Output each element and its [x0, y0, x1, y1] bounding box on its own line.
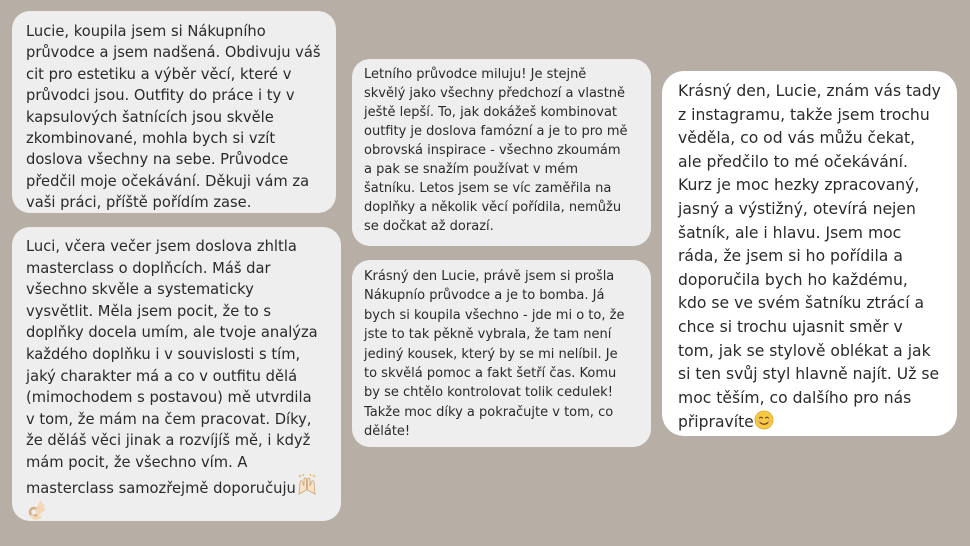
message-text: Krásný den, Lucie, znám vás tady z instagramu, takže jsem trochu věděla, co od vás můžu čekat, ale předčilo to mé očekávání. Kurz je moc hezky zpracovaný, jasný a výstižný, otevírá nejen šatník, ale i hlavu. Jsem moc ráda, že jsem si ho pořídila a doporučila bych ho každému, kdo se ve svém šatníku ztrácí a chce si trochu ujasnit směr v tom, jak se stylově oblékat a jak si ten svůj styl hlavně najít. Už se moc těším, co dalšího pro nás připravíte	[678, 82, 941, 432]
testimonial-bubble-4	[352, 260, 651, 447]
smiling-face-emoji	[754, 410, 774, 430]
message-text: Lucie, koupila jsem si Nákupního průvodce a jsem nadšená. Obdivuju váš cit pro estetiku a výběr věcí, které v průvodci jsou. Outfity do práce i ty v kapsulových šatnících jsou skvěle zkombinované, mohla bych si vzít doslova všechny na sebe. Průvodce předčil moje očekávání. Děkuji vám za vaši práci, příště pořídím zase.	[26, 23, 321, 212]
testimonial-bubble-2	[12, 227, 341, 521]
raised-hands-emoji	[296, 474, 318, 496]
testimonial-bubble-5	[662, 71, 957, 436]
message-text: Letního průvodce miluju! Je stejně skvělý jako všechny předchozí a vlastně ještě lepší. To, jak dokážeš kombinovat outfity je doslova famózní a je to pro mě obrovská inspirace - všechno zkoumám a pak se snažím používat v mém šatníku. Letos jsem se víc zaměřila na doplňky a několik věcí pořídila, nemůžu se dočkat až dorazí.	[364, 67, 628, 234]
message-text: Krásný den Lucie, právě jsem si prošla Nákupnío průvodce a je to bomba. Já bych si koupila všechno - jde mi o to, že jste to tak pěkně vybrala, že tam není jediný kousek, který by se mi nelíbil. Je to skvělá pomoc a fakt šetří čas. Komu by se chtělo kontrolovat tolik cedulek! Takže moc díky a pokračujte v tom, co děláte!	[364, 269, 625, 440]
message-text: Luci, včera večer jsem doslova zhltla masterclass o doplňcích. Máš dar všechno skvěle a systematicky vysvětlit. Měla jsem pocit, že to s doplňky docela umím, ale tvoje analýza každého doplňku i v souvislosti s tím, jaký charakter má a co v outfitu dělá (mimochodem s postavou) mě utvrdila v tom, že mám na čem pracovat. Díky, že děláš věci jinak a rozvíjíš mě, i když mám pocit, že všechno vím. A masterclass samozřejmě doporučuju	[26, 238, 318, 497]
testimonial-bubble-3	[352, 59, 651, 246]
ok-hand-emoji	[26, 499, 48, 521]
testimonial-bubble-1	[12, 11, 336, 213]
